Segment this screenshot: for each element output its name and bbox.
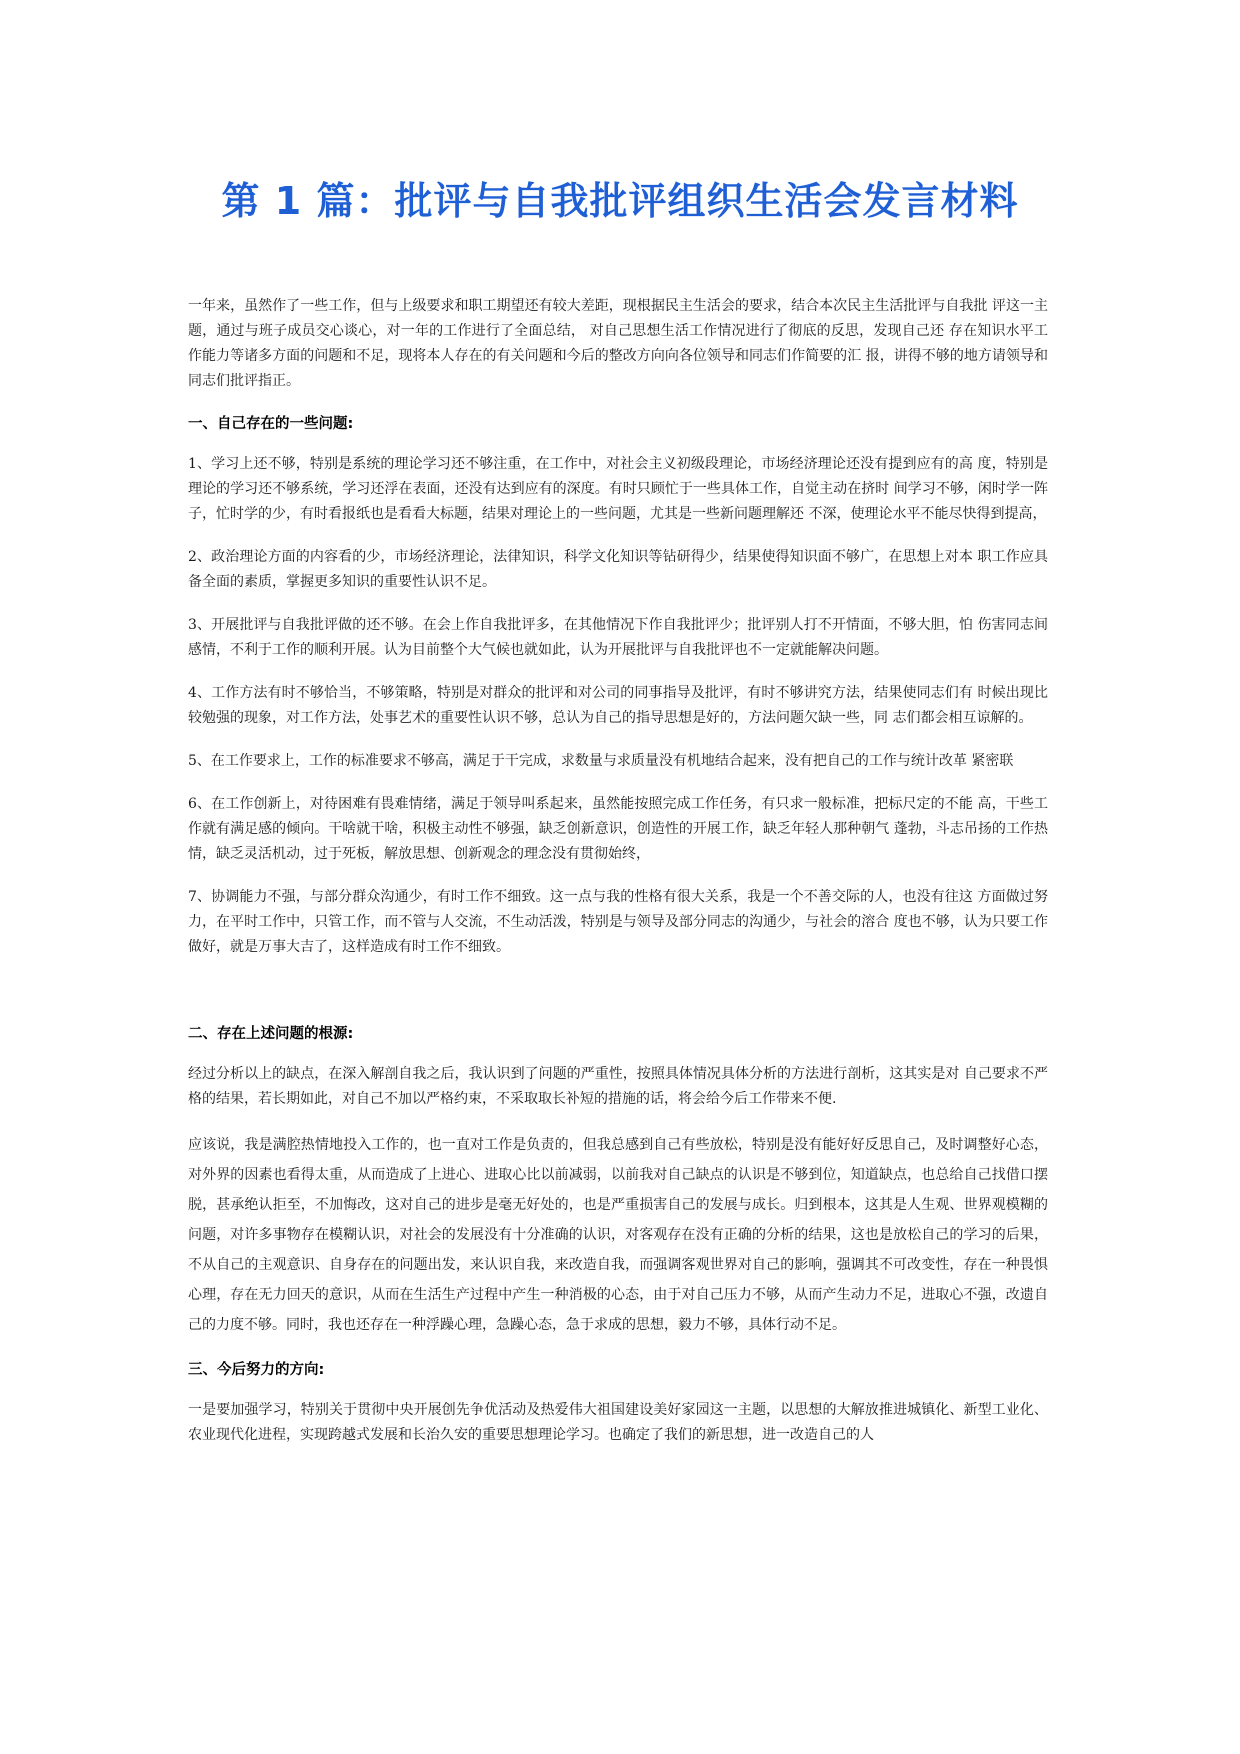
problem-paragraph-2: 2、政治理论方面的内容看的少，市场经济理论，法律知识，科学文化知识等钻研得少，结果使得知识面不够广，在思想上对本 职工作应具备全面的素质，掌握更多知识的重要性认识不足。 bbox=[188, 549, 1048, 590]
problem-paragraph-1: 1、学习上还不够，特别是系统的理论学习还不够注重，在工作中，对社会主义初级段理论，市场经济理论还没有提到应有的高 度，特别是理论的学习还不够系统，学习还浮在表面，还没有达到应有的深度。有时只顾忙于一些具体工作，自觉主动在挤时 间学习不够，闲时学一阵子，忙时学的少，有时看报纸也是看看大标题，结果对理论上的一些问题，尤其是一些新问题理解还 不深，使理论水平不能尽快得到提高， bbox=[188, 456, 1048, 522]
root-cause-paragraph-1: 经过分析以上的缺点，在深入解剖自我之后，我认识到了问题的严重性，按照具体情况具体分析的方法进行剖析，这其实是对 自己要求不严格的结果，若长期如此，对自己不加以严格约束，不采取取长补短的措施的话，将会给今后工作带来不便. bbox=[188, 1066, 1048, 1107]
future-direction-paragraph-1: 一是要加强学习，特别关于贯彻中央开展创先争优活动及热爱伟大祖国建设美好家园这一主题，以思想的大解放推进城镇化、新型工业化、农业现代化进程，实现跨越式发展和长治久安的重要思想理论学习。也确定了我们的新思想，进一改造自己的人 bbox=[188, 1402, 1048, 1443]
document-title: 第 1 篇：批评与自我批评组织生活会发言材料 bbox=[221, 179, 1019, 223]
problem-paragraph-4: 4、工作方法有时不够恰当，不够策略，特别是对群众的批评和对公司的同事指导及批评，有时不够讲究方法，结果使同志们有 时候出现比较勉强的现象，对工作方法，处事艺术的重要性认识不够，总认为自己的指导思想是好的，方法问题欠缺一些，同 志们都会相互谅解的。 bbox=[188, 685, 1048, 726]
intro-paragraph: 一年来，虽然作了一些工作，但与上级要求和职工期望还有较大差距，现根据民主生活会的要求，结合本次民主生活批评与自我批 评这一主题，通过与班子成员交心谈心，对一年的工作进行了全面总结， 对自己思想生活工作情况进行了彻底的反思，发现自己还 存在知识水平工作能力等诸多方面的问题和不足，现将本人存在的有关问题和今后的整改方向向各位领导和同志们作简要的汇 报，讲得不够的地方请领导和同志们批评指正。 bbox=[188, 298, 1048, 389]
section-heading-future-direction: 三、今后努力的方向: bbox=[188, 1362, 325, 1378]
problem-paragraph-3: 3、开展批评与自我批评做的还不够。在会上作自我批评多，在其他情况下作自我批评少；批评别人打不开情面，不够大胆，怕 伤害同志间感情，不利于工作的顺利开展。认为目前整个大气候也就如此，认为开展批评与自我批评也不一定就能解决问题。 bbox=[188, 617, 1048, 658]
section-heading-root-causes: 二、存在上述问题的根源: bbox=[188, 1026, 354, 1042]
root-cause-paragraph-2: 应该说，我是满腔热情地投入工作的，也一直对工作是负责的，但我总感到自己有些放松，特别是没有能好好反思自己，及时调整好心态，对外界的因素也看得太重，从而造成了上进心、进取心比以前减弱，以前我对自己缺点的认识是不够到位，知道缺点，也总给自己找借口摆脱，甚承绝认拒至，不加悔改，这对自己的进步是毫无好处的，也是严重损害自己的发展与成长。归到根本，这其是人生观、世界观模糊的问题，对许多事物存在模糊认识，对社会的发展没有十分准确的认识，对客观存在没有正确的分析的结果，这也是放松自己的学习的后果，不从自己的主观意识、自身存在的问题出发，来认识自我，来改造自我，而强调客观世界对自己的影响，强调其不可改变性，存在一种畏惧心理，存在无力回天的意识，从而在生活生产过程中产生一种消极的心态，由于对自己压力不够，从而产生动力不足，进取心不强，改遗自己的力度不够。同时，我也还存在一种浮躁心理，急躁心态，急于求成的思想，毅力不够，具体行动不足。 bbox=[188, 1137, 1048, 1333]
section-heading-problems: 一、自己存在的一些问题: bbox=[188, 416, 354, 432]
problem-paragraph-5: 5、在工作要求上，工作的标准要求不够高，满足于干完成，求数量与求质量没有机地结合起来，没有把自己的工作与统计改革 紧密联 bbox=[188, 753, 1014, 769]
problem-paragraph-7: 7、协调能力不强，与部分群众沟通少，有时工作不细致。这一点与我的性格有很大关系，我是一个不善交际的人，也没有往这 方面做过努力，在平时工作中，只管工作，而不管与人交流，不生动活泼，特别是与领导及部分同志的沟通少，与社会的溶合 度也不够，认为只要工作做好，就是万事大吉了，这样造成有时工作不细致。 bbox=[188, 889, 1048, 955]
document-body bbox=[188, 294, 1048, 1466]
problem-paragraph-6: 6、在工作创新上，对待困难有畏难情绪，满足于领导叫系起来，虽然能按照完成工作任务，有只求一般标准，把标尺定的不能 高，干些工作就有满足感的倾向。干啥就干啥，积极主动性不够强，缺乏创新意识，创造性的开展工作，缺乏年轻人那种朝气 蓬勃，斗志吊扬的工作热情，缺乏灵活机动，过于死板，解放思想、创新观念的理念没有贯彻始终， bbox=[188, 796, 1048, 862]
